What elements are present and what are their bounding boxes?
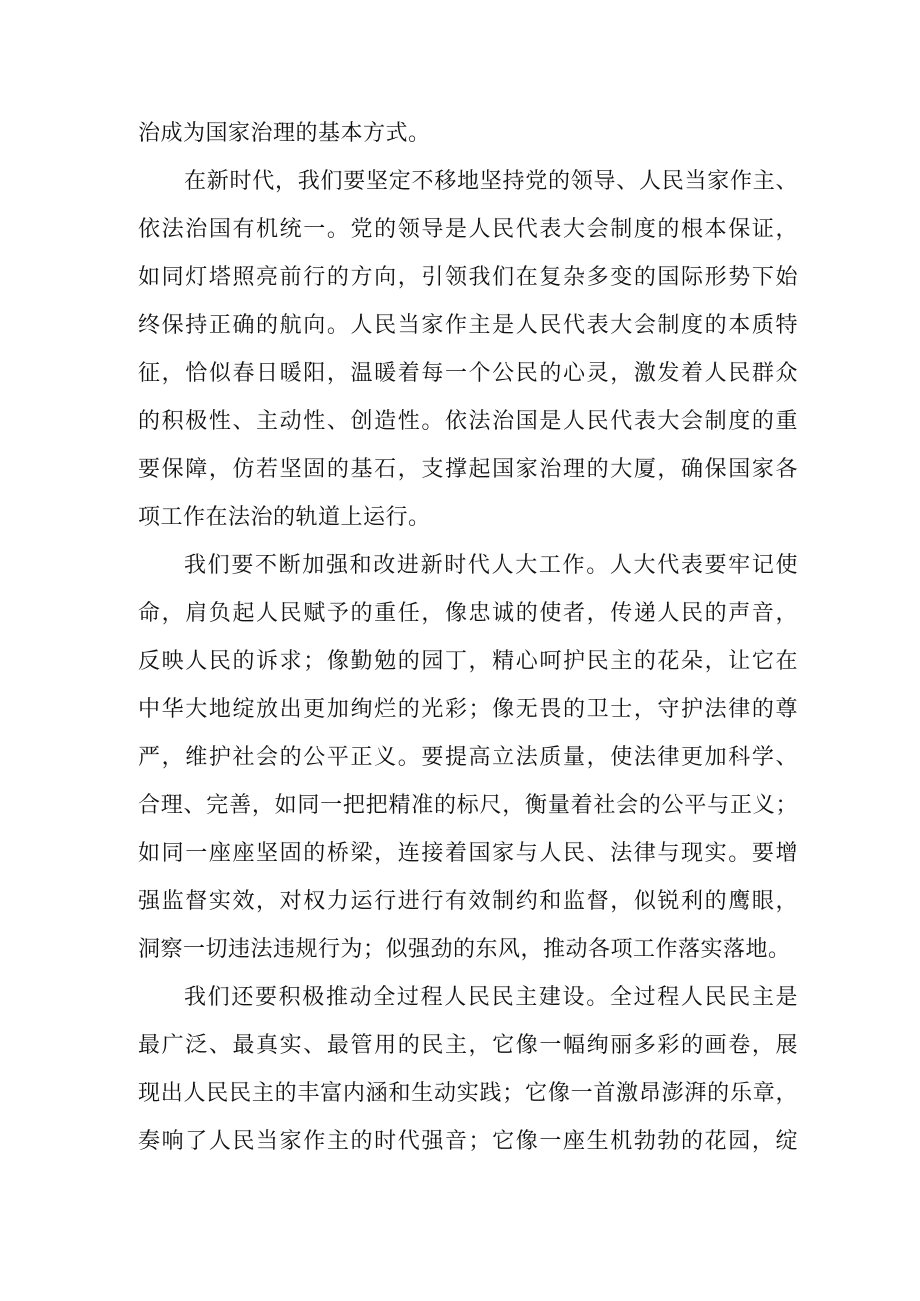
body-text (138, 110, 798, 1166)
paragraph-3-line-4: 中华大地绽放出更加绚烂的光彩；像无畏的卫士，守护法律的尊 (138, 697, 798, 722)
paragraph-2-line-2: 依法治国有机统一。党的领导是人民代表大会制度的根本保证， (138, 217, 798, 242)
paragraph-2-line-6: 的积极性、主动性、创造性。依法治国是人民代表大会制度的重 (138, 409, 798, 434)
paragraph-2-line-8: 项工作在法治的轨道上运行。 (138, 505, 431, 530)
paragraph-4-line-1: 我们还要积极推动全过程人民民主建设。全过程人民民主是 (184, 985, 798, 1010)
paragraph-3-line-7: 如同一座座坚固的桥梁，连接着国家与人民、法律与现实。要增 (138, 841, 798, 866)
paragraph-3-line-3: 反映人民的诉求；像勤勉的园丁，精心呵护民主的花朵，让它在 (138, 649, 798, 674)
paragraph-3-line-5: 严，维护社会的公平正义。要提高立法质量，使法律更加科学、 (138, 745, 798, 770)
paragraph-4-line-3: 现出人民民主的丰富内涵和生动实践；它像一首激昂澎湃的乐章， (138, 1081, 798, 1106)
paragraph-2-line-5: 征，恰似春日暖阳，温暖着每一个公民的心灵，激发着人民群众 (138, 361, 798, 386)
paragraph-1-line-1: 治成为国家治理的基本方式。 (138, 121, 431, 146)
paragraph-2-line-1: 在新时代，我们要坚定不移地坚持党的领导、人民当家作主、 (184, 169, 798, 194)
paragraph-4-line-4: 奏响了人民当家作主的时代强音；它像一座生机勃勃的花园，绽 (138, 1129, 798, 1154)
paragraph-3-line-2: 命，肩负起人民赋予的重任，像忠诚的使者，传递人民的声音， (138, 601, 798, 626)
paragraph-3-line-1: 我们要不断加强和改进新时代人大工作。人大代表要牢记使 (184, 553, 798, 578)
paragraph-3-line-6: 合理、完善，如同一把把精准的标尺，衡量着社会的公平与正义； (138, 793, 798, 818)
paragraph-2-line-3: 如同灯塔照亮前行的方向，引领我们在复杂多变的国际形势下始 (138, 265, 798, 290)
paragraph-3-line-9: 洞察一切违法违规行为；似强劲的东风，推动各项工作落实落地。 (138, 937, 791, 962)
paragraph-4-line-2: 最广泛、最真实、最管用的民主，它像一幅绚丽多彩的画卷，展 (138, 1033, 798, 1058)
paragraph-3-line-8: 强监督实效，对权力运行进行有效制约和监督，似锐利的鹰眼， (138, 889, 798, 914)
paragraph-2-line-7: 要保障，仿若坚固的基石，支撑起国家治理的大厦，确保国家各 (138, 457, 798, 482)
paragraph-2-line-4: 终保持正确的航向。人民当家作主是人民代表大会制度的本质特 (138, 313, 798, 338)
